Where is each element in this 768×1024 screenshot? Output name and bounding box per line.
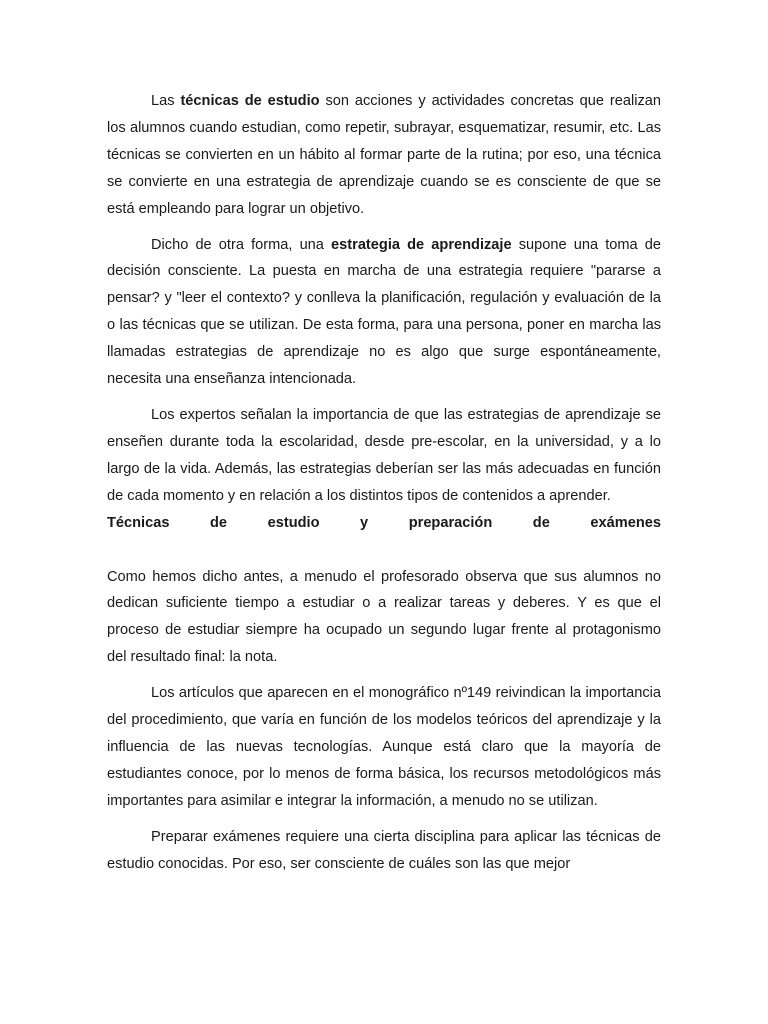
section-heading: Técnicas de estudio y preparación de exámenes bbox=[107, 514, 661, 531]
paragraph-text-lead: Las bbox=[151, 93, 181, 109]
bold-term-tecnicas-de-estudio: técnicas de estudio bbox=[180, 93, 320, 109]
paragraph-monografico: Los artículos que aparecen en el monográfico nº149 reivindican la importancia del procedimiento, que varía en función de los modelos teóricos del aprendizaje y la influencia de las nuevas tecnologías. Aunque está claro que la mayoría de estudiantes conoce, por lo menos de forma básica, los recursos metodológicos más importantes para asimilar e integrar la información, a menudo no se utilizan. bbox=[107, 685, 661, 809]
paragraph-text-rest: supone una toma de decisión consciente. La puesta en marcha de una estrategia requiere "pararse a pensar? y "leer el contexto? y conlleva la planificación, regulación y evaluación de la o las técnicas que se utilizan. De esta forma, para una persona, poner en marcha las llamadas estrategias de aprendizaje no es algo que surge espontáneamente, necesita una enseñanza intencionada. bbox=[107, 236, 662, 388]
paragraph-text-rest: son acciones y actividades concretas que realizan los alumnos cuando estudian, como repetir, subrayar, esquematizar, resumir, etc. Las técnicas se convierten en un hábito al formar parte de la rutina; por eso, una técnica se convierte en una estrategia de aprendizaje cuando se es consciente de que se está empleando para lograr un objetivo. bbox=[107, 93, 661, 217]
paragraph-estrategia-de-aprendizaje bbox=[107, 232, 661, 393]
paragraph-expertos: Los expertos señalan la importancia de que las estrategias de aprendizaje se enseñen durante toda la escolaridad, desde pre-escolar, en la universidad, y a lo largo de la vida. Además, las estrategias deberían ser las más adecuadas en función de cada momento y en relación a los distintos tipos de contenidos a aprender. bbox=[107, 406, 661, 504]
paragraph-text-lead: Dicho de otra forma, una bbox=[151, 236, 332, 253]
paragraph-profesorado: Como hemos dicho antes, a menudo el profesorado observa que sus alumnos no dedican suficiente tiempo a estudiar o a realizar tareas y deberes. Y es que el proceso de estudiar siempre ha ocupado un segundo lugar frente al protagonismo del resultado final: la nota. bbox=[107, 568, 661, 666]
document-body bbox=[107, 88, 661, 886]
bold-term-estrategia-de-aprendizaje: estrategia de aprendizaje bbox=[331, 236, 512, 253]
paragraph-tecnicas-de-estudio bbox=[107, 88, 661, 223]
paragraph-preparar-examenes: Preparar exámenes requiere una cierta disciplina para aplicar las técnicas de estudio conocidas. Por eso, ser consciente de cuáles son las que mejor bbox=[107, 828, 661, 872]
